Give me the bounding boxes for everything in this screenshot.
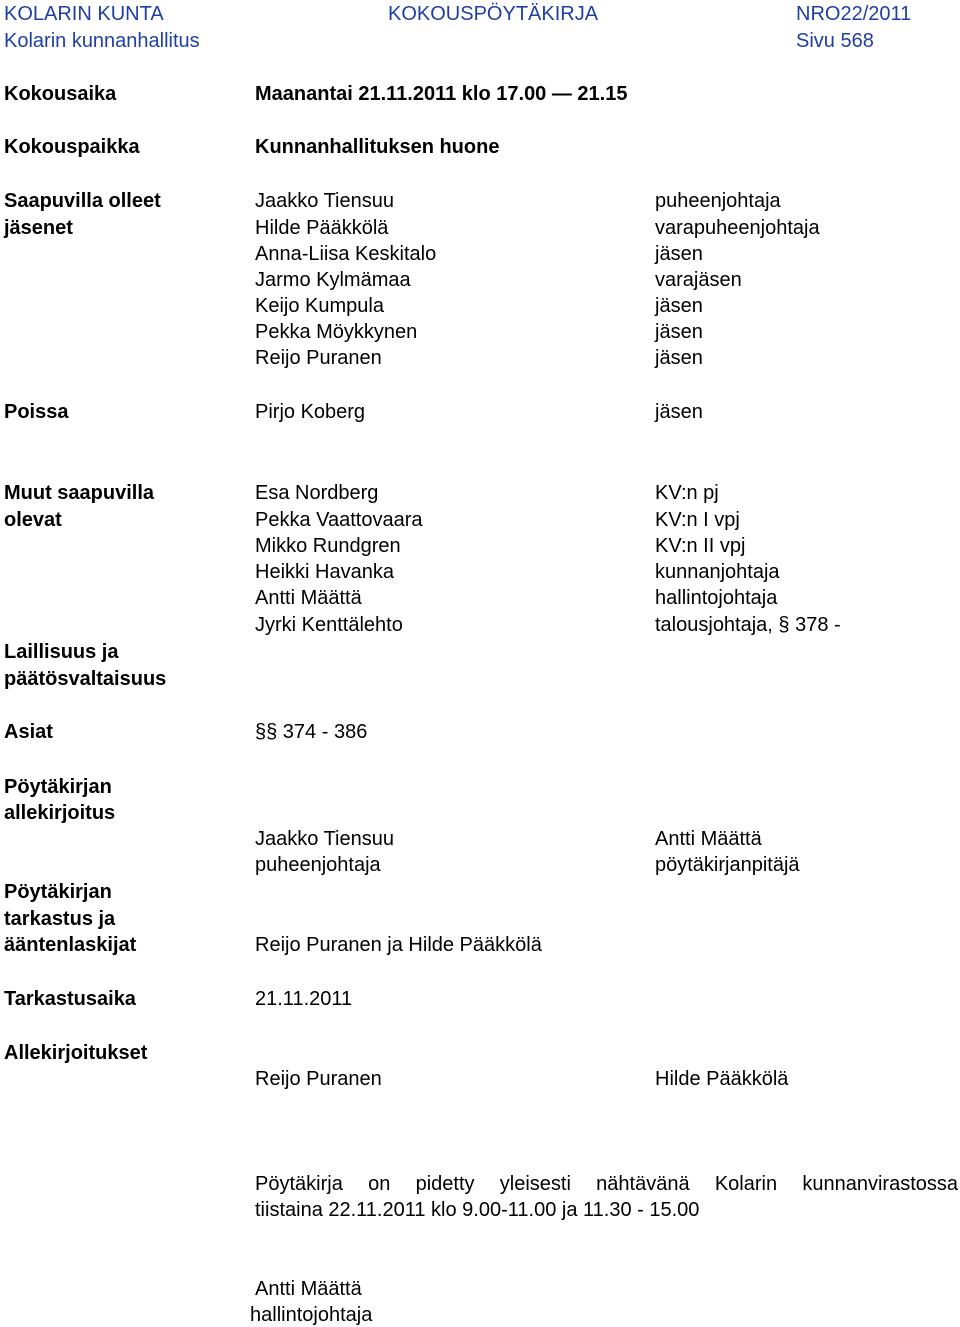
chair-name: Jaakko Tiensuu [255, 828, 394, 850]
other-role: KV:n I vpj [655, 509, 740, 531]
present-label-line2: jäsenet [4, 217, 73, 239]
member-name: Jaakko Tiensuu [255, 190, 394, 212]
member-name: Pekka Möykkynen [255, 321, 418, 343]
legality-label-line1: Laillisuus ja [4, 641, 119, 663]
review-label-line2: tarkastus ja [4, 908, 116, 930]
page-number: Sivu 568 [796, 30, 874, 52]
governing-body: Kolarin kunnanhallitus [4, 30, 200, 52]
other-role: talousjohtaja, § 378 - [655, 614, 841, 636]
secretary-title: pöytäkirjanpitäjä [655, 854, 800, 876]
secretary-name: Antti Määttä [655, 828, 762, 850]
signatures-label: Allekirjoitukset [4, 1042, 148, 1064]
member-role: jäsen [655, 347, 703, 369]
signature-left: Reijo Puranen [255, 1068, 382, 1090]
present-label-line1: Saapuvilla olleet [4, 190, 161, 212]
certifier-name: Antti Määttä [255, 1278, 362, 1300]
public-notice-line1: Pöytäkirja on pidetty yleisesti nähtävänä Kolarin kunnanvirastossa [255, 1173, 958, 1195]
other-name: Esa Nordberg [255, 482, 379, 504]
meeting-time-label: Kokousaika [4, 83, 117, 105]
chair-title: puheenjohtaja [255, 854, 381, 876]
member-name: Jarmo Kylmämaa [255, 269, 411, 291]
signing-label-line2: allekirjoitus [4, 802, 116, 824]
review-value: Reijo Puranen ja Hilde Pääkkölä [255, 934, 542, 956]
member-role: puheenjohtaja [655, 190, 781, 212]
document-number: NRO22/2011 [796, 3, 912, 25]
others-label-line1: Muut saapuvilla [4, 482, 155, 504]
other-name: Heikki Havanka [255, 561, 394, 583]
other-name: Pekka Vaattovaara [255, 509, 423, 531]
review-time-value: 21.11.2011 [255, 988, 353, 1010]
legality-label-line2: päätösvaltaisuus [4, 668, 167, 690]
signature-right: Hilde Pääkkölä [655, 1068, 789, 1090]
other-role: KV:n II vpj [655, 535, 746, 557]
review-label-line3: ääntenlaskijat [4, 934, 137, 956]
document-type: KOKOUSPÖYTÄKIRJA [388, 3, 599, 25]
review-time-label: Tarkastusaika [4, 988, 136, 1010]
other-role: KV:n pj [655, 482, 719, 504]
other-role: kunnanjohtaja [655, 561, 780, 583]
other-name: Mikko Rundgren [255, 535, 401, 557]
absent-label: Poissa [4, 401, 69, 423]
others-label-line2: olevat [4, 509, 62, 531]
absent-role: jäsen [655, 401, 703, 423]
member-name: Keijo Kumpula [255, 295, 384, 317]
items-value: §§ 374 - 386 [255, 721, 368, 743]
member-role: jäsen [655, 321, 703, 343]
signing-label-line1: Pöytäkirjan [4, 776, 112, 798]
member-name: Hilde Pääkkölä [255, 217, 389, 239]
other-name: Jyrki Kenttälehto [255, 614, 403, 636]
municipality-name: KOLARIN KUNTA [4, 3, 164, 25]
public-notice-line2: tiistaina 22.11.2011 klo 9.00-11.00 ja 11.30 - 15.00 [255, 1199, 700, 1221]
absent-name: Pirjo Koberg [255, 401, 366, 423]
meeting-place-value: Kunnanhallituksen huone [255, 136, 500, 158]
other-name: Antti Määttä [255, 587, 362, 609]
other-role: hallintojohtaja [655, 587, 778, 609]
certifier-title: hallintojohtaja [250, 1304, 373, 1326]
member-role: jäsen [655, 295, 703, 317]
member-name: Anna-Liisa Keskitalo [255, 243, 437, 265]
member-name: Reijo Puranen [255, 347, 382, 369]
meeting-time-value: Maanantai 21.11.2011 klo 17.00 — 21.15 [255, 83, 628, 105]
items-label: Asiat [4, 721, 53, 743]
member-role: varajäsen [655, 269, 742, 291]
review-label-line1: Pöytäkirjan [4, 881, 112, 903]
member-role: jäsen [655, 243, 703, 265]
meeting-place-label: Kokouspaikka [4, 136, 140, 158]
member-role: varapuheenjohtaja [655, 217, 820, 239]
